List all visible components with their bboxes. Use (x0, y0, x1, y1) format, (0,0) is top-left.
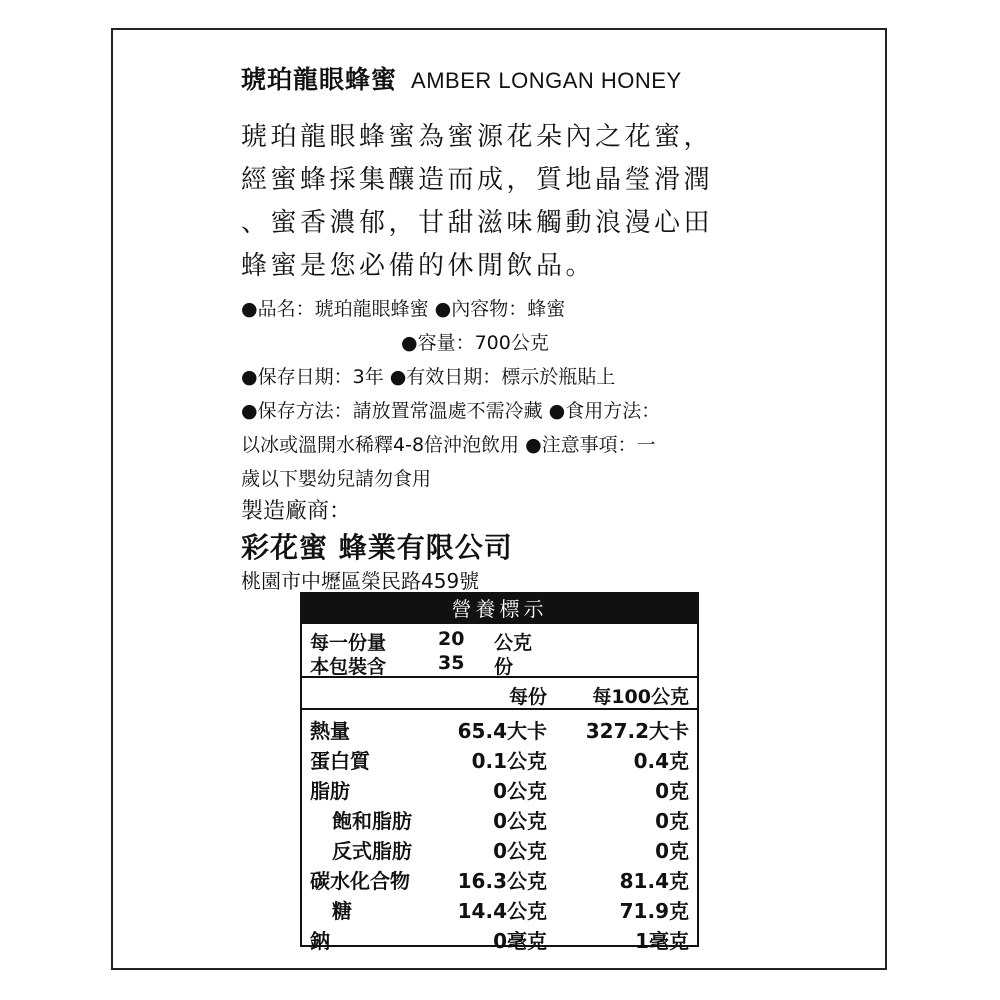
fact-line: 以冰或溫開水稀釋4-8倍沖泡飲用 ●注意事項：一 (241, 434, 656, 456)
nutrition-row-sodium (302, 922, 697, 952)
nutrient-name: 反式脂肪 (332, 839, 412, 863)
nutrient-per-serving: 0.1公克 (471, 749, 547, 773)
nutrient-per-100g: 327.2大卡 (585, 719, 689, 743)
nutrient-per-serving: 16.3公克 (457, 869, 547, 893)
nutrient-name: 熱量 (310, 719, 350, 743)
product-description (241, 116, 761, 288)
nutrient-per-100g: 71.9克 (619, 899, 689, 923)
column-per-100g: 每100公克 (592, 686, 689, 708)
nutrient-per-100g: 81.4克 (619, 869, 689, 893)
nutrient-per-serving: 0公克 (493, 809, 547, 833)
description-line: 經蜜蜂採集釀造而成，質地晶瑩滑潤 (241, 165, 714, 195)
manufacturer-info (241, 496, 513, 594)
nutrient-per-serving: 0公克 (493, 839, 547, 863)
nutrition-rows (302, 710, 697, 952)
serving-size-row (310, 628, 697, 652)
product-title-en: AMBER LONGAN HONEY (411, 68, 682, 93)
nutrient-per-serving: 0公克 (493, 779, 547, 803)
nutrition-row-protein (302, 742, 697, 772)
serving-size-unit: 公克 (494, 632, 533, 654)
nutrient-name: 鈉 (310, 929, 330, 953)
manufacturer-label: 製造廠商： (241, 499, 352, 524)
nutrient-per-serving: 0毫克 (493, 929, 547, 953)
serving-count-label: 本包裝含 (310, 656, 387, 678)
product-title (241, 60, 682, 96)
fact-line: ●保存方法：請放置常溫處不需冷藏 ●食用方法： (241, 400, 661, 422)
serving-size-amount: 20 (438, 628, 465, 650)
description-line: 蜂蜜是您必備的休閒飲品。 (241, 251, 596, 281)
manufacturer-name: 彩花蜜 蜂業有限公司 (241, 531, 513, 564)
nutrient-name: 飽和脂肪 (332, 809, 412, 833)
manufacturer-address: 桃園市中壢區榮民路459號 (241, 569, 480, 593)
nutrition-table (300, 592, 699, 953)
nutrition-row-trans-fat (302, 832, 697, 862)
nutrient-per-100g: 0克 (655, 839, 689, 863)
nutrition-row-calories (302, 712, 697, 742)
nutrition-header: 營養標示 (302, 594, 697, 624)
description-line: 、蜜香濃郁，甘甜滋味觸動浪漫心田 (241, 208, 714, 238)
nutrient-name: 糖 (332, 899, 352, 923)
nutrition-row-fat (302, 772, 697, 802)
nutrition-column-headers (302, 678, 697, 710)
serving-size-label: 每一份量 (310, 632, 387, 654)
product-facts (241, 292, 761, 496)
nutrient-per-serving: 65.4大卡 (457, 719, 547, 743)
serving-count-amount: 35 (438, 652, 465, 674)
nutrition-row-saturated-fat (302, 802, 697, 832)
fact-line: ●容量：700公克 (401, 332, 549, 354)
nutrient-per-100g: 1毫克 (635, 929, 689, 953)
nutrient-name: 蛋白質 (310, 749, 370, 773)
fact-line: ●保存日期：3年 ●有效日期：標示於瓶貼上 (241, 366, 616, 388)
fact-line: ●品名：琥珀龍眼蜂蜜 ●內容物：蜂蜜 (241, 298, 566, 320)
serving-count-row (310, 652, 697, 676)
serving-info (302, 624, 697, 678)
fact-line: 歲以下嬰幼兒請勿食用 (241, 468, 432, 490)
serving-count-unit: 份 (494, 656, 514, 678)
product-title-zh: 琥珀龍眼蜂蜜 (241, 65, 398, 94)
nutrient-per-100g: 0克 (655, 779, 689, 803)
nutrient-per-100g: 0克 (655, 809, 689, 833)
nutrient-per-100g: 0.4克 (633, 749, 689, 773)
nutrition-row-carbohydrate (302, 862, 697, 892)
description-line: 琥珀龍眼蜂蜜為蜜源花朵內之花蜜， (241, 122, 714, 152)
nutrient-name: 碳水化合物 (310, 869, 410, 893)
nutrition-row-sugar (302, 892, 697, 922)
column-per-serving: 每份 (508, 686, 547, 708)
nutrient-name: 脂肪 (310, 779, 350, 803)
nutrient-per-serving: 14.4公克 (457, 899, 547, 923)
